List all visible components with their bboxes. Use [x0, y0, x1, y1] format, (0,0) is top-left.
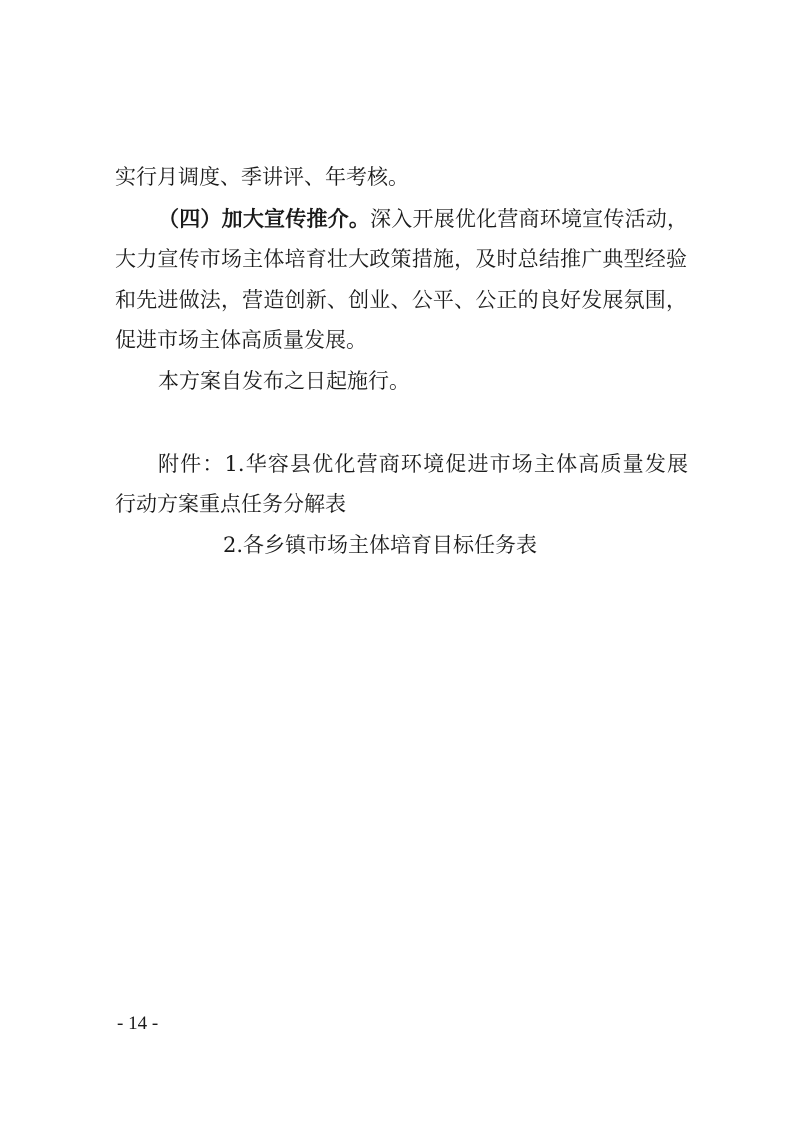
paragraph-publicity-line-4: 促进市场主体高质量发展。 — [115, 328, 367, 352]
paragraph-continuation: 实行月调度、季讲评、年考核。 — [115, 165, 409, 189]
attachment-item-1-continuation: 行动方案重点任务分解表 — [115, 492, 346, 516]
attachment-item-1: 附件：1.华容县优化营商环境促进市场主体高质量发展 — [158, 452, 688, 476]
paragraph-publicity-line-2: 大力宣传市场主体培育壮大政策措施，及时总结推广典型经验 — [115, 247, 687, 271]
paragraph-publicity-line-1 — [158, 206, 688, 232]
paragraph-effective-date: 本方案自发布之日起施行。 — [158, 369, 410, 393]
section-heading-four: （四）加大宣传推介。 — [158, 206, 371, 231]
page-number: - 14 - — [117, 1013, 159, 1034]
paragraph-publicity-line-3: 和先进做法，营造创新、创业、公平、公正的良好发展氛围， — [115, 288, 687, 312]
attachment-item-2: 2.各乡镇市场主体培育目标任务表 — [223, 533, 538, 557]
paragraph-publicity-text: 深入开展优化营商环境宣传活动， — [370, 207, 689, 231]
